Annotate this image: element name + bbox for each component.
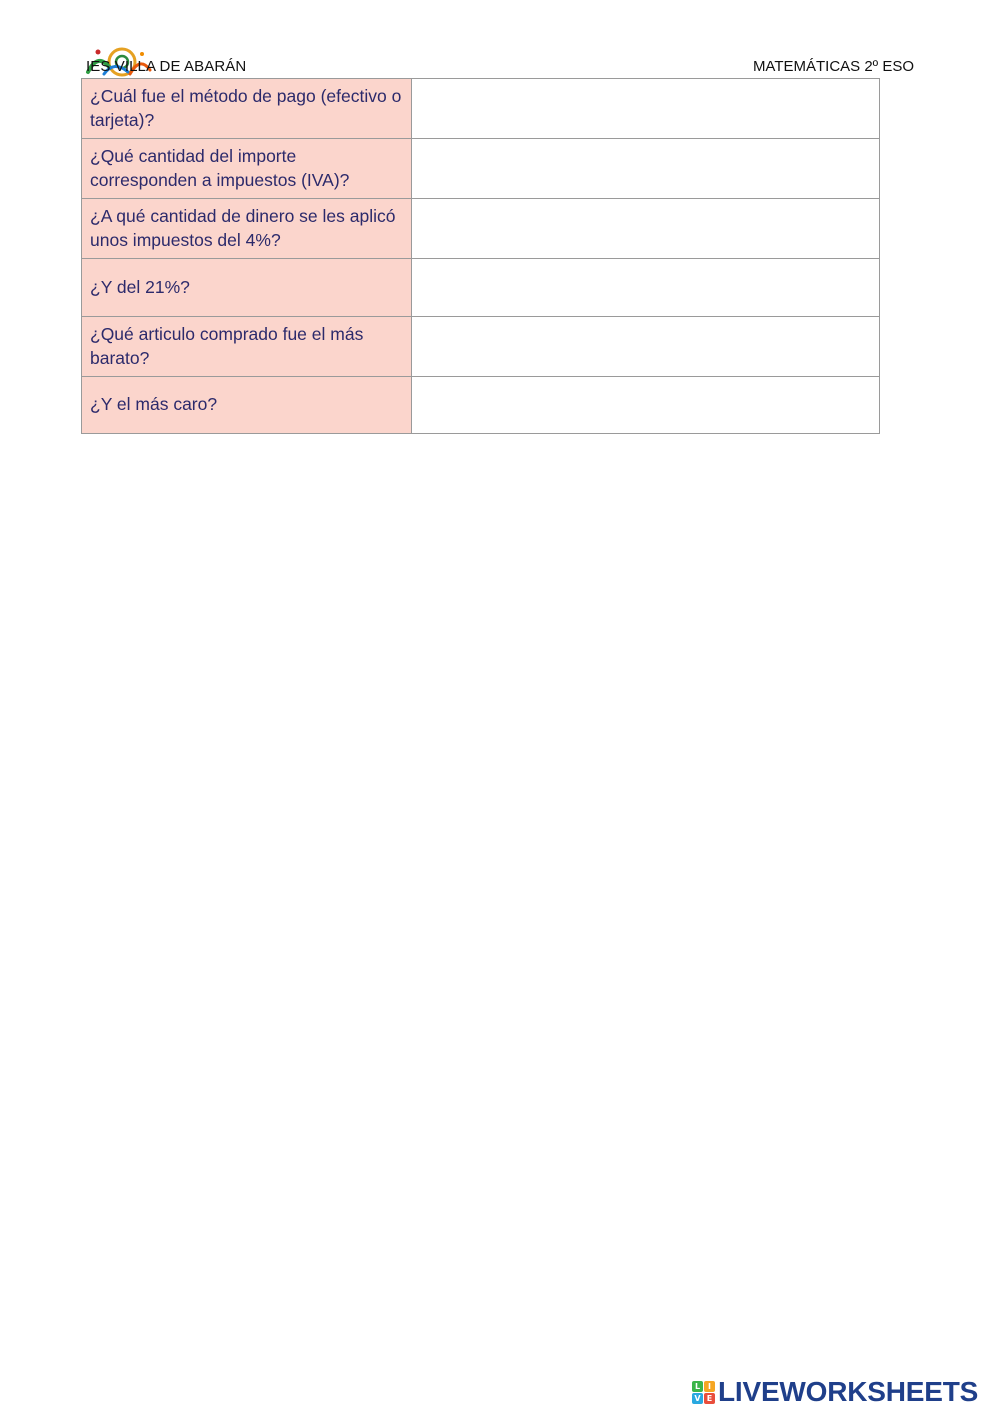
answer-input-tax-21[interactable]: [412, 279, 879, 297]
icon-letter: I: [704, 1381, 715, 1392]
icon-letter: L: [692, 1381, 703, 1392]
table-row: [82, 377, 880, 434]
table-row: [82, 139, 880, 199]
table-row: [82, 199, 880, 259]
table-row: [82, 317, 880, 377]
table-row: [82, 259, 880, 317]
liveworksheets-logo: [692, 1376, 978, 1408]
answer-input-tax-amount[interactable]: [412, 160, 879, 178]
question-payment-method: ¿Cuál fue el método de pago (efectivo o tarjeta)?: [82, 79, 412, 139]
icon-letter: E: [704, 1393, 715, 1404]
answer-cell: [412, 317, 880, 377]
answer-input-cheapest[interactable]: [412, 338, 879, 356]
subject-title: MATEMÁTICAS 2º ESO: [752, 58, 914, 75]
answer-cell: [412, 377, 880, 434]
questions-table: [81, 78, 880, 434]
icon-letter: V: [692, 1393, 703, 1404]
school-name: IES VILLA DE ABARÁN: [86, 58, 247, 75]
liveworksheets-icon: [692, 1381, 715, 1404]
answer-cell: [412, 199, 880, 259]
question-tax-21: ¿Y del 21%?: [82, 259, 412, 317]
answer-cell: [412, 139, 880, 199]
answer-input-most-expensive[interactable]: [412, 396, 879, 414]
question-cheapest: ¿Qué articulo comprado fue el más barato?: [82, 317, 412, 377]
answer-input-payment-method[interactable]: [412, 100, 879, 118]
answer-input-tax-4[interactable]: [412, 220, 879, 238]
answer-cell: [412, 79, 880, 139]
question-most-expensive: ¿Y el más caro?: [82, 377, 412, 434]
liveworksheets-brand: LIVEWORKSHEETS: [718, 1376, 979, 1407]
question-tax-4: ¿A qué cantidad de dinero se les aplicó unos impuestos del 4%?: [82, 199, 412, 259]
question-tax-amount: ¿Qué cantidad del importe corresponden a impuestos (IVA)?: [82, 139, 412, 199]
answer-cell: [412, 259, 880, 317]
table-row: [82, 79, 880, 139]
